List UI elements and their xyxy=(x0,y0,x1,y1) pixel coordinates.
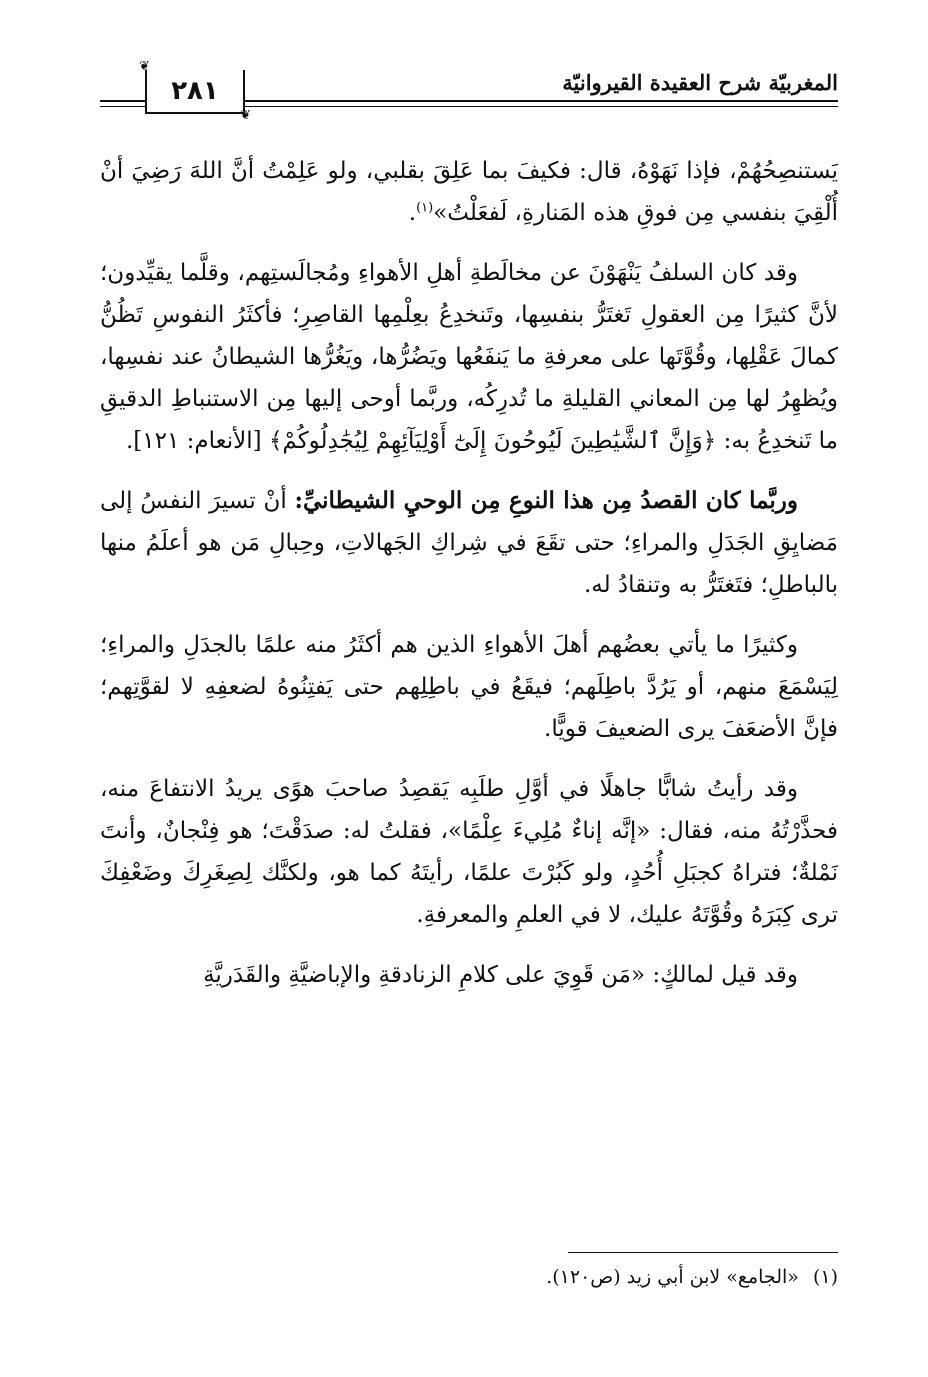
footnote-text: «الجامع» لابن أبي زيد (ص١٢٠). xyxy=(546,1266,799,1288)
page-number-frame xyxy=(139,59,251,123)
paragraph: وقد كان السلفُ يَنْهَوْنَ عن مخالَطةِ أهلِ الأهواءِ ومُجالَستِهم، وقلَّما يقيِّدون؛ لأنَّ كثيرًا مِن العقولِ تَغتَرُّ بنفسِها، وتَنخدِعُ بعِلْمِها القاصِرِ؛ فأكثَرُ النفوسِ تَظُنُّ كمالَ عَقْلِها، وقُوَّتَها على معرفةِ ما يَنفَعُها ويَضُرُّها، ويَغُرُّها الشيطانُ عند نفسِها، ويُظهِرُ لها مِن المعاني القليلةِ ما تُدرِكُه، وربَّما أوحى إليها مِن الاستنباطِ الدقيقِ ما تَنخدِعُ به: ﴿وَإِنَّ ٱلشَّيَٰطِينَ لَيُوحُونَ إِلَىٰٓ أَوْلِيَآئِهِمْ لِيُجَٰدِلُوكُمْ﴾ [الأنعام: ١٢١]. xyxy=(100,260,838,454)
paragraph: وقد قيل لمالكٍ: «مَن قَوِيَ على كلامِ الزنادقةِ والإباضيَّةِ والقَدَريَّةِ xyxy=(203,962,798,988)
page-number: ٢٨١ xyxy=(171,76,219,106)
footnote-number: (١) xyxy=(812,1266,838,1288)
paragraph: يَستنصِحُهُمْ، فإذا نَهَوْهُ، قال: فكيفَ بما عَلِقَ بقلبي، ولو عَلِمْتُ أنَّ اللهَ رَضِيَ أنْ أُلْقِيَ بنفسي مِن فوقِ هذه المَنارةِ، لَفعَلْتُ»$^{(١)}$. xyxy=(100,158,838,226)
main-text xyxy=(100,150,838,1014)
running-title: المغربيّة شرح العقيدة القيروانيّة xyxy=(554,68,838,98)
ornament-icon: ❦ xyxy=(240,108,251,123)
bold-lead: وربَّما كان القصدُ مِن هذا النوعِ مِن الوحيِ الشيطانيِّ: xyxy=(294,487,798,514)
paragraph: وقد رأيتُ شابًّا جاهلًا في أوَّلِ طلَبِه يَقصِدُ صاحبَ هوًى يريدُ الانتفاعَ منه، فحذَّرْتُهُ منه، فقال: «إنَّه إناءٌ مُلِيءَ عِلْمًا»، فقلتُ له: صدَقْتَ؛ هو فِنْجانٌ، وأنتَ نَمْلةٌ؛ فتراهُ كجبَلِ أُحُدٍ، ولو كَبُرْتَ علمًا، رأيتَهُ كما هو، ولكنَّك لِصِغَرِكَ وضَعْفِكَ ترى كِبَرَهُ وقُوَّتَهُ عليك، لا في العلمِ والمعرفةِ. xyxy=(100,776,838,928)
footnote xyxy=(100,1262,838,1292)
footnote-separator xyxy=(568,1252,838,1253)
footnotes xyxy=(100,1262,838,1292)
paragraph: وكثيرًا ما يأتي بعضُهم أهلَ الأهواءِ الذين هم أكثَرُ منه علمًا بالجدَلِ والمراءِ؛ لِيَسْمَعَ منهم، أو يَرُدَّ باطِلَهم؛ فيقَعُ في باطِلِهم حتى يَفتِنُوهُ لضعفِهِ لا لقوَّتِهم؛ فإنَّ الأضعَفَ يرى الضعيفَ قويًّا. xyxy=(100,632,838,742)
page-header xyxy=(100,59,838,123)
paragraph: وربَّما كان القصدُ مِن هذا النوعِ مِن الوحيِ الشيطانيِّ: أنْ تسيرَ النفسُ إلى مَضايِقِ الجَدَلِ والمراءِ؛ حتى تقَعَ في شِراكِ الجَهالاتِ، وحِبالِ مَن هو أعلَمُ منها بالباطلِ؛ فتَغتَرُّ به وتنقادُ له. xyxy=(100,487,838,598)
footnote-marker: (١) xyxy=(416,200,434,216)
ornament-icon: ❦ xyxy=(139,59,150,74)
